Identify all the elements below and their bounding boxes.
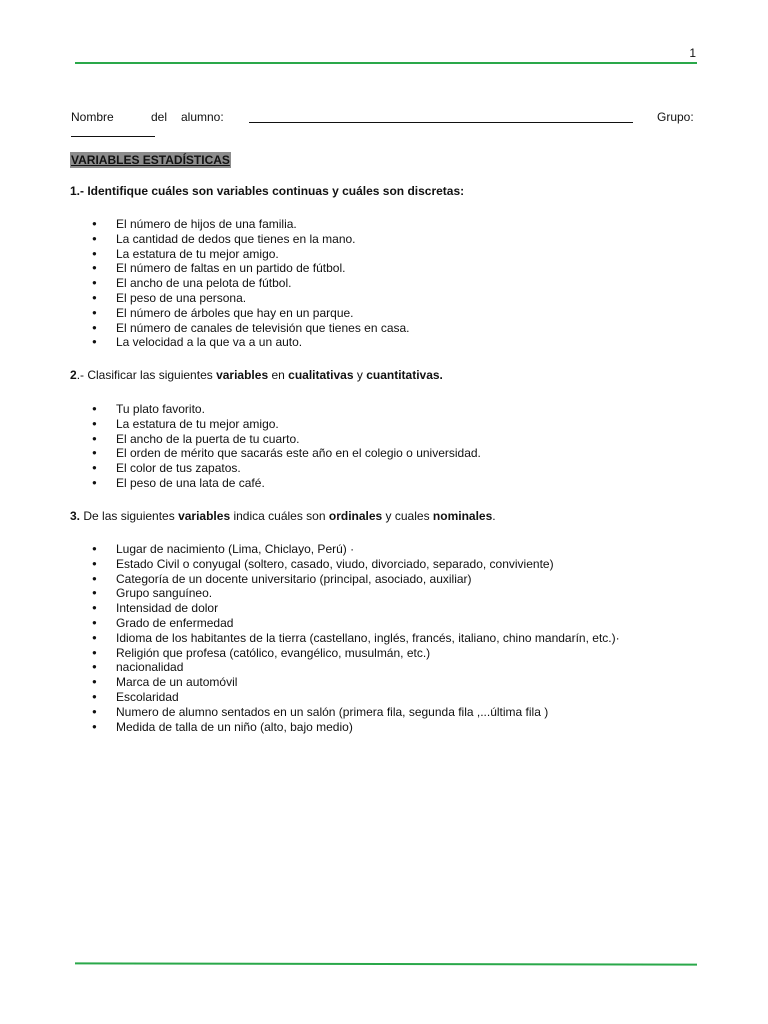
q2-bold-b: cualitativas bbox=[288, 368, 354, 382]
name-blank[interactable] bbox=[249, 122, 633, 123]
q3-text-a: De las siguientes bbox=[80, 509, 179, 523]
question-2-list bbox=[70, 402, 481, 491]
title-text: VARIABLES ESTADÍSTICAS bbox=[71, 153, 230, 167]
nombre-label: Nombre bbox=[71, 110, 114, 124]
question-1-list bbox=[70, 217, 410, 350]
q2-bold-a: variables bbox=[216, 368, 269, 382]
list-item: ● El número de hijos de una familia. bbox=[70, 217, 410, 232]
list-item: ● El ancho de la puerta de tu cuarto. bbox=[70, 432, 481, 447]
question-3 bbox=[70, 509, 496, 523]
list-item: ● Intensidad de dolor bbox=[70, 601, 620, 616]
q2-bold-c: cuantitativas. bbox=[366, 368, 443, 382]
q3-bold-c: nominales bbox=[432, 509, 493, 523]
q3-text-d: . bbox=[492, 509, 496, 523]
list-item: ● El peso de una lata de café. bbox=[70, 476, 481, 491]
list-item: ● El orden de mérito que sacarás este año en el colegio o universidad. bbox=[70, 446, 481, 461]
list-item: ● Religión que profesa (católico, evangélico, musulmán, etc.) bbox=[70, 646, 620, 661]
q3-bold-b: ordinales bbox=[328, 509, 383, 523]
q3-bold-a: variables bbox=[178, 509, 231, 523]
list-item: ● nacionalidad bbox=[70, 660, 620, 675]
question-1: 1.- Identifique cuáles son variables continuas y cuáles son discretas: bbox=[70, 184, 465, 198]
q2-text-a: .- Clasificar las siguientes bbox=[76, 368, 217, 382]
question-3-list bbox=[70, 542, 620, 734]
list-item: ● Numero de alumno sentados en un salón (primera fila, segunda fila ,...última fila ) bbox=[70, 705, 620, 720]
list-item: ● El número de canales de televisión que tienes en casa. bbox=[70, 321, 410, 336]
student-name-line bbox=[71, 110, 696, 126]
footer-rule bbox=[75, 962, 697, 965]
q3-number: 3. bbox=[70, 509, 81, 523]
list-item: ● La estatura de tu mejor amigo. bbox=[70, 417, 481, 432]
list-item: ● Grupo sanguíneo. bbox=[70, 586, 620, 601]
list-item: ● El color de tus zapatos. bbox=[70, 461, 481, 476]
q3-text-b: indica cuáles son bbox=[230, 509, 329, 523]
q3-text-c: y cuales bbox=[382, 509, 433, 523]
alumno-label: alumno: bbox=[181, 110, 224, 124]
worksheet-title bbox=[70, 153, 231, 167]
list-item: ● Idioma de los habitantes de la tierra (castellano, inglés, francés, italiano, chino mandarín, etc.)· bbox=[70, 631, 620, 646]
list-item: ● Tu plato favorito. bbox=[70, 402, 481, 417]
q2-text-c: y bbox=[353, 368, 367, 382]
group-blank[interactable] bbox=[71, 136, 155, 137]
list-item: ● La cantidad de dedos que tienes en la mano. bbox=[70, 232, 410, 247]
list-item: ● Categoría de un docente universitario (principal, asociado, auxiliar) bbox=[70, 572, 620, 587]
page-number: 1 bbox=[689, 46, 696, 60]
grupo-label: Grupo: bbox=[657, 110, 694, 124]
list-item: ● Grado de enfermedad bbox=[70, 616, 620, 631]
del-label: del bbox=[151, 110, 168, 124]
list-item: ● Medida de talla de un niño (alto, bajo medio) bbox=[70, 720, 620, 735]
list-item: ● Estado Civil o conyugal (soltero, casado, viudo, divorciado, separado, conviviente) bbox=[70, 557, 620, 572]
q2-text-b: en bbox=[268, 368, 289, 382]
question-2 bbox=[70, 368, 443, 382]
list-item: ● Marca de un automóvil bbox=[70, 675, 620, 690]
list-item: ● El número de árboles que hay en un parque. bbox=[70, 306, 410, 321]
header-rule bbox=[75, 62, 697, 64]
list-item: ● El peso de una persona. bbox=[70, 291, 410, 306]
q2-number: 2 bbox=[70, 368, 77, 382]
list-item: ● La velocidad a la que va a un auto. bbox=[70, 335, 410, 350]
list-item: ● La estatura de tu mejor amigo. bbox=[70, 247, 410, 262]
list-item: ● Lugar de nacimiento (Lima, Chiclayo, Perú) · bbox=[70, 542, 620, 557]
list-item: ● El ancho de una pelota de fútbol. bbox=[70, 276, 410, 291]
list-item: ● Escolaridad bbox=[70, 690, 620, 705]
list-item: ● El número de faltas en un partido de fútbol. bbox=[70, 261, 410, 276]
